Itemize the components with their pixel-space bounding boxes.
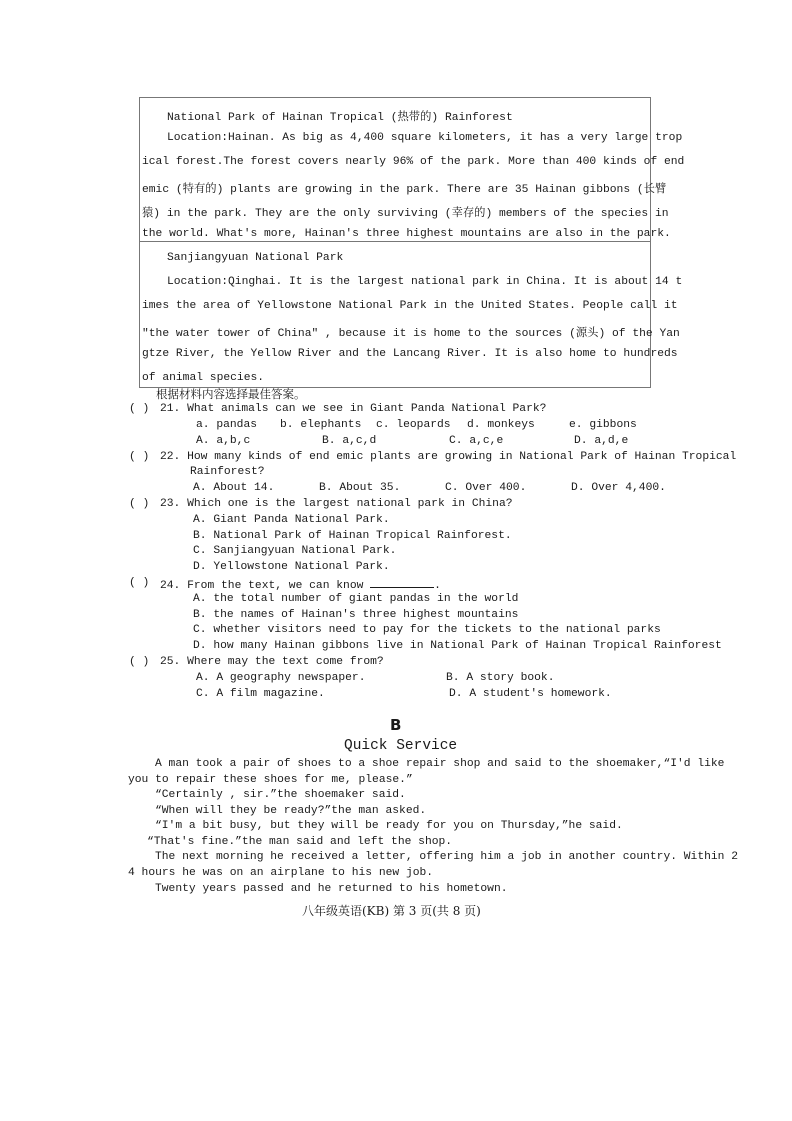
option-b[interactable]: B. A story book. (446, 672, 555, 684)
option-c[interactable]: C. Sanjiangyuan National Park. (193, 545, 397, 557)
park2-line: of animal species. (142, 372, 265, 384)
park2-title: Sanjiangyuan National Park (167, 252, 344, 264)
option-a[interactable]: A. A geography newspaper. (196, 672, 366, 684)
question-25: 25. Where may the text come from? (160, 656, 384, 668)
question-24-end: . (434, 580, 441, 592)
answer-paren[interactable]: ( ) (129, 656, 150, 668)
option-d[interactable]: D. how many Hainan gibbons live in National Park of Hainan Tropical Rainforest (193, 640, 722, 652)
park1-line: Location:Hainan. As big as 4,400 square kilometers, it has a very large trop (167, 132, 683, 144)
story-line: “Certainly , sir.”the shoemaker said. (155, 789, 406, 801)
option-d[interactable]: D. A student's homework. (449, 688, 612, 700)
park1-title: National Park of Hainan Tropical (热带的) Rainforest (167, 112, 513, 124)
question-24 (160, 577, 441, 592)
park1-line: ical forest.The forest covers nearly 96% of the park. More than 400 kinds of end (142, 156, 685, 168)
story-line: “That's fine.”the man said and left the shop. (147, 836, 453, 848)
option-b[interactable]: B. a,c,d (322, 435, 377, 447)
option-a[interactable]: A. Giant Panda National Park. (193, 514, 390, 526)
option-d[interactable]: D. Yellowstone National Park. (193, 561, 390, 573)
option-c[interactable]: C. A film magazine. (196, 688, 325, 700)
story-line: “When will they be ready?”the man asked. (155, 805, 427, 817)
question-22-cont: Rainforest? (190, 466, 265, 478)
story-line: 4 hours he was on an airplane to his new job. (128, 867, 434, 879)
option-a[interactable]: A. About 14. (193, 482, 275, 494)
option-a[interactable]: A. a,b,c (196, 435, 251, 447)
answer-paren[interactable]: ( ) (129, 451, 150, 463)
item: e. gibbons (569, 419, 637, 431)
page-footer: 八年级英语(KB) 第 3 页(共 8 页) (302, 904, 481, 918)
park2-line: Location:Qinghai. It is the largest national park in China. It is about 14 t (167, 276, 683, 288)
section-title: Quick Service (344, 738, 458, 754)
item: a. pandas (196, 419, 258, 431)
story-line: A man took a pair of shoes to a shoe repair shop and said to the shoemaker,“I'd like (155, 758, 725, 770)
option-a[interactable]: A. the total number of giant pandas in the world (193, 593, 519, 605)
story-line: Twenty years passed and he returned to his hometown. (155, 883, 508, 895)
park2-line: gtze River, the Yellow River and the Lancang River. It is also home to hundreds (142, 348, 678, 360)
story-line: “I'm a bit busy, but they will be ready for you on Thursday,”he said. (155, 820, 623, 832)
option-c[interactable]: C. Over 400. (445, 482, 527, 494)
option-b[interactable]: B. National Park of Hainan Tropical Rainforest. (193, 530, 512, 542)
option-c[interactable]: C. whether visitors need to pay for the tickets to the national parks (193, 624, 661, 636)
park1-line: emic (特有的) plants are growing in the park. There are 35 Hainan gibbons (长臂 (142, 184, 667, 196)
park2-line: "the water tower of China" , because it is home to the sources (源头) of the Yan (142, 328, 680, 340)
question-23: 23. Which one is the largest national park in China? (160, 498, 513, 510)
question-24-text: 24. From the text, we can know (160, 580, 364, 592)
story-line: The next morning he received a letter, offering him a job in another country. Within 2 (155, 851, 739, 863)
story-line: you to repair these shoes for me, please.” (128, 774, 413, 786)
option-d[interactable]: D. a,d,e (574, 435, 629, 447)
question-21: 21. What animals can we see in Giant Panda National Park? (160, 403, 547, 415)
answer-paren[interactable]: ( ) (129, 403, 150, 415)
option-b[interactable]: B. the names of Hainan's three highest mountains (193, 609, 519, 621)
item: b. elephants (280, 419, 362, 431)
box-divider (140, 241, 650, 242)
item: c. leopards (376, 419, 451, 431)
reading-box (139, 97, 685, 388)
park2-line: imes the area of Yellowstone National Park in the United States. People call it (142, 300, 678, 312)
fill-blank[interactable] (370, 577, 434, 588)
answer-paren[interactable]: ( ) (129, 577, 150, 589)
option-c[interactable]: C. a,c,e (449, 435, 504, 447)
option-b[interactable]: B. About 35. (319, 482, 401, 494)
answer-paren[interactable]: ( ) (129, 498, 150, 510)
option-d[interactable]: D. Over 4,400. (571, 482, 666, 494)
park1-line: 猿) in the park. They are the only surviving (幸存的) members of the species in (142, 208, 669, 220)
section-letter: B (390, 716, 402, 734)
park1-line: the world. What's more, Hainan's three highest mountains are also in the park. (142, 228, 671, 240)
instruction: 根据材料内容选择最佳答案。 (156, 387, 306, 401)
question-22: 22. How many kinds of end emic plants are growing in National Park of Hainan Tropical (160, 451, 737, 463)
item: d. monkeys (467, 419, 535, 431)
